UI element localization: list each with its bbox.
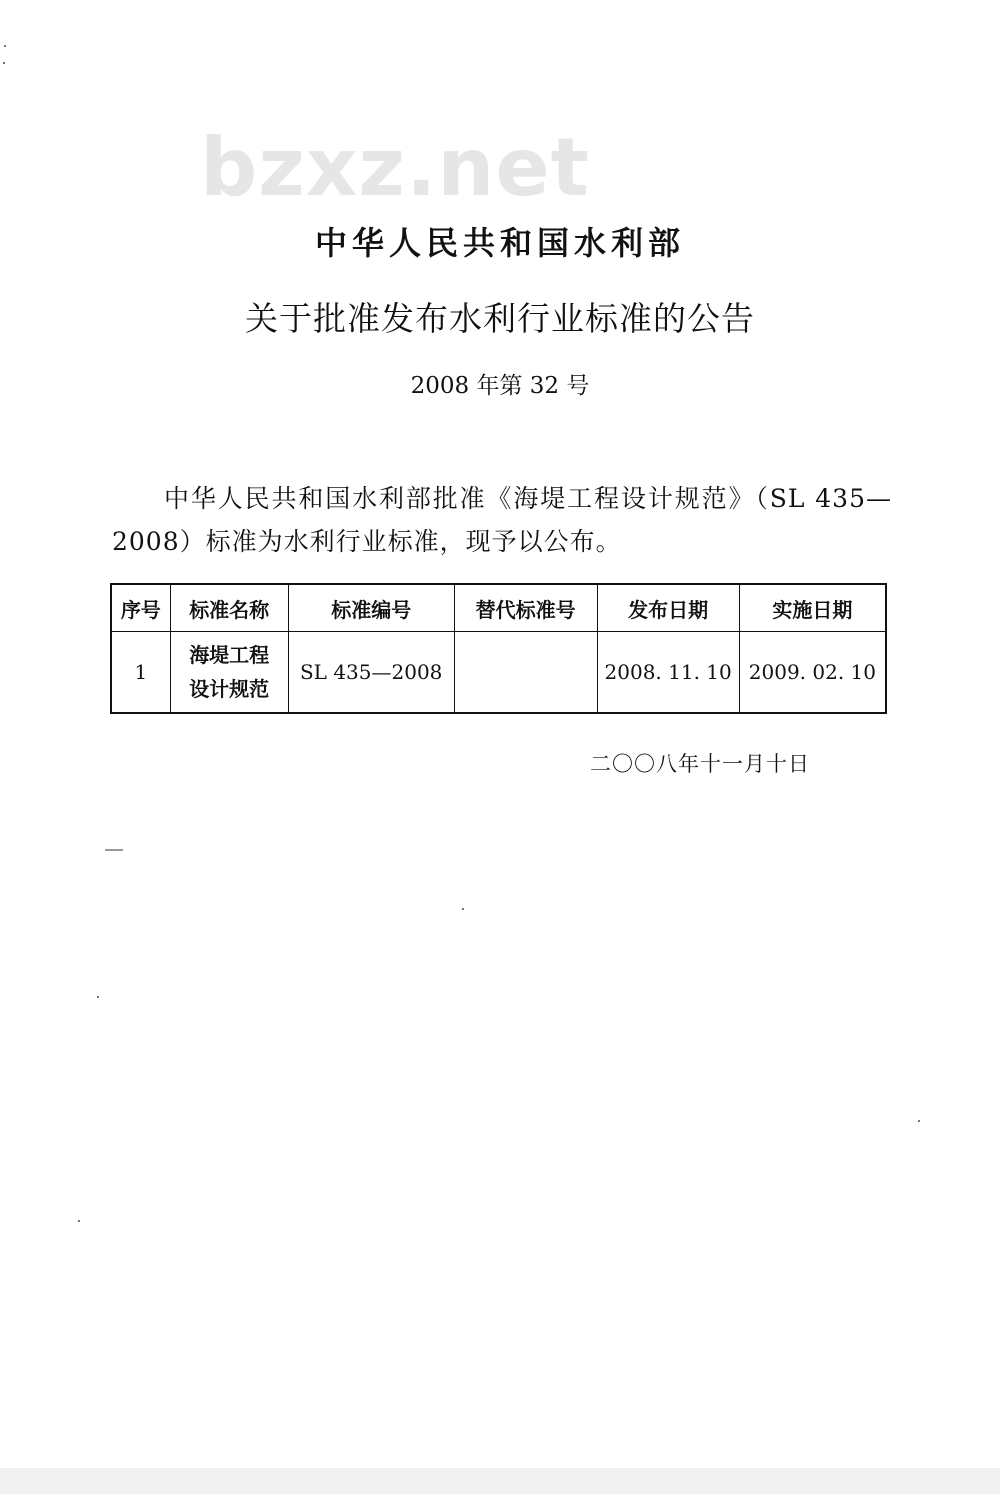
signature-date: 二〇〇八年十一月十日: [590, 752, 810, 776]
scan-speck: [97, 996, 99, 998]
announcement-paragraph: 中华人民共和国水利部批准《海堤工程设计规范》（SL 435—2008）标准为水利行业标准，现予以公布。: [112, 484, 892, 556]
scan-edge-strip: [0, 1468, 1000, 1494]
announcement-title: 关于批准发布水利行业标准的公告: [245, 299, 755, 338]
scan-speck: [4, 45, 6, 47]
ministry-title: 中华人民共和国水利部: [314, 224, 685, 262]
cell-code: SL 435—2008: [288, 632, 454, 714]
scan-speck: [78, 1220, 80, 1222]
cell-no: 1: [111, 632, 170, 714]
table-row: [111, 632, 886, 714]
cell-replaces: [454, 632, 597, 714]
header-name: 标准名称: [170, 584, 288, 632]
scan-speck: [918, 1120, 920, 1122]
scan-speck: [3, 62, 5, 64]
header-no: 序号: [111, 584, 170, 632]
watermark-logo: bzxz.net: [200, 121, 590, 214]
header-replaces: 替代标准号: [454, 584, 597, 632]
header-issue-date: 发布日期: [597, 584, 739, 632]
cell-name: [170, 632, 288, 714]
scan-speck: [105, 849, 123, 851]
cell-issue-date: 2008. 11. 10: [597, 632, 739, 714]
table-header-row: [111, 584, 886, 632]
header-code: 标准编号: [288, 584, 454, 632]
cell-name-line1: 海堤工程: [189, 643, 270, 667]
header-effective-date: 实施日期: [739, 584, 886, 632]
scan-speck: [462, 908, 464, 910]
cell-effective-date: 2009. 02. 10: [739, 632, 886, 714]
cell-name-line2: 设计规范: [189, 677, 270, 701]
standards-table: [110, 583, 887, 714]
document-number: 2008 年第 32 号: [410, 373, 590, 399]
